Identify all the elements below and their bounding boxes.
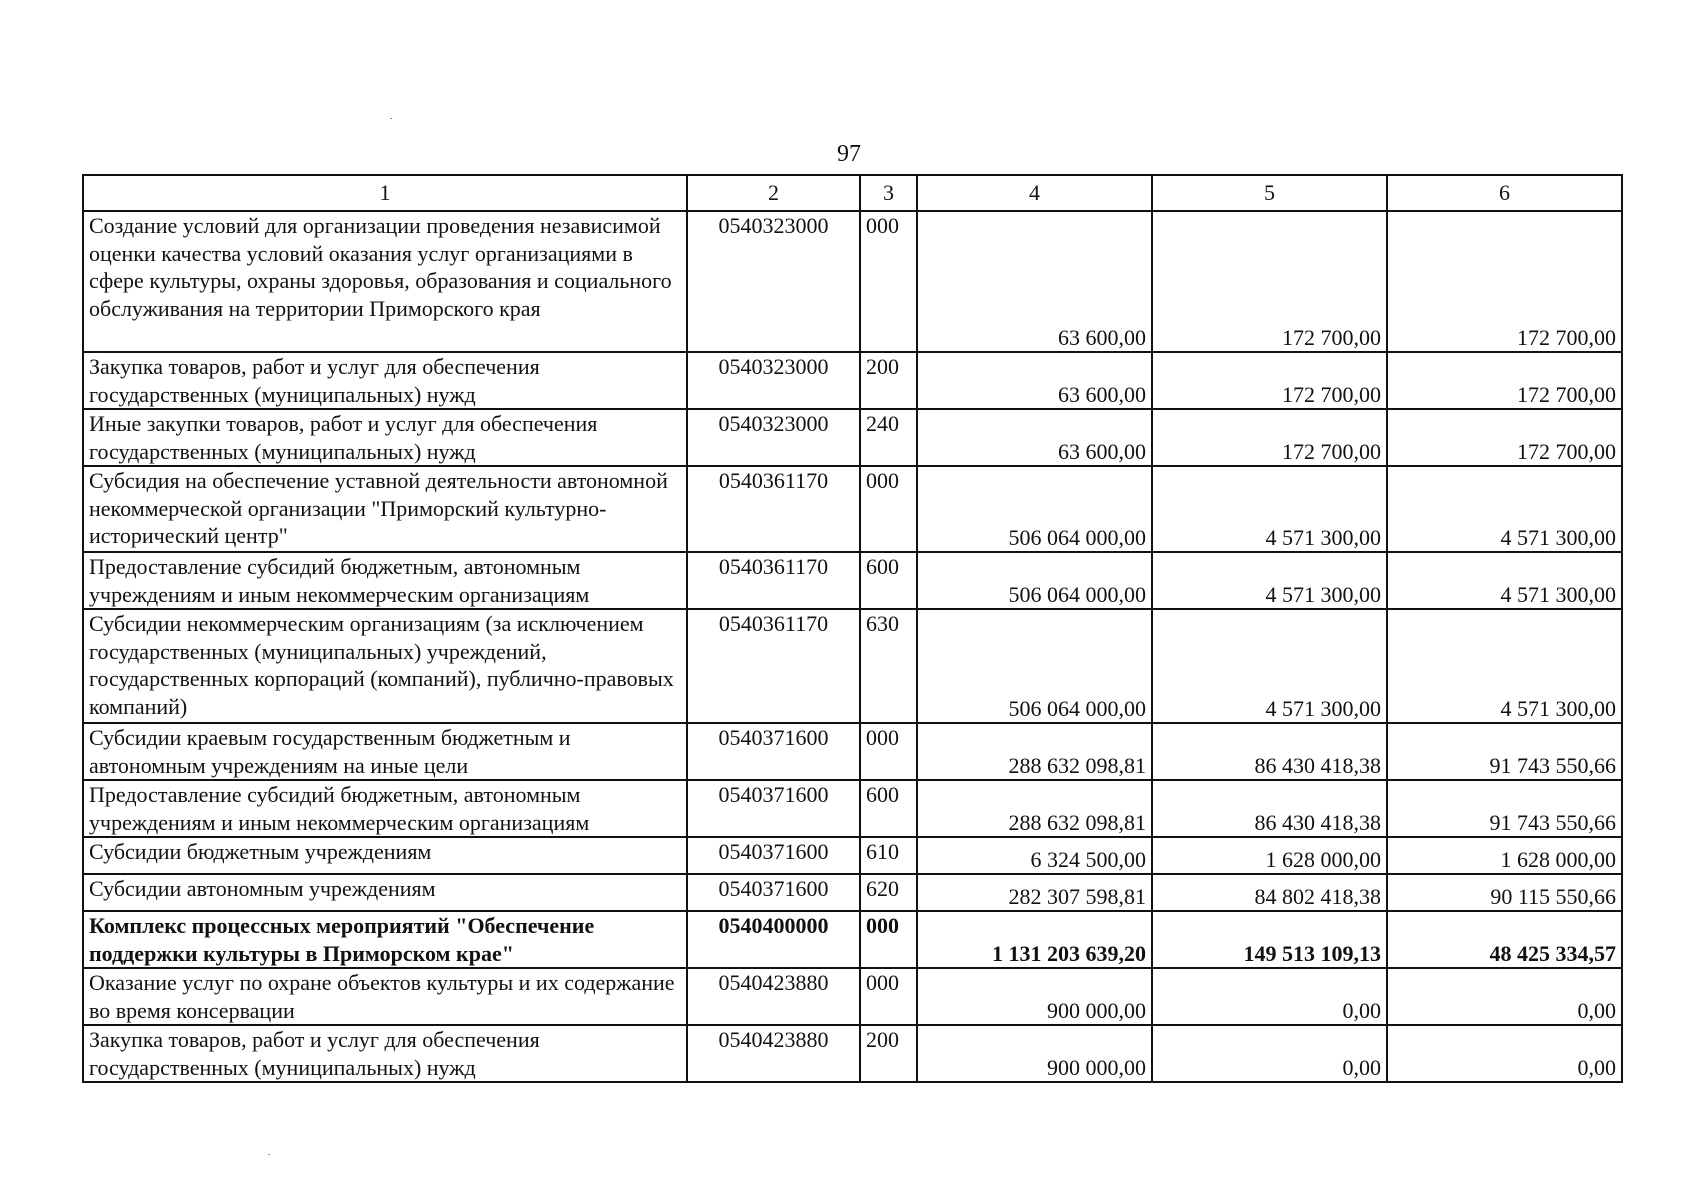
- row-amount-col5-cell: 0,00: [1152, 1025, 1387, 1082]
- row-amount-col4-cell: 63 600,00: [917, 409, 1152, 466]
- row-name-cell: Субсидия на обеспечение уставной деятельности автономной некоммерческой организации "Приморский культурно-исторический центр": [83, 466, 687, 552]
- row-amount-col5-cell: 149 513 109,13: [1152, 911, 1387, 968]
- row-amount-col6-cell: 172 700,00: [1387, 352, 1622, 409]
- row-expense-type-cell: 240: [860, 409, 917, 466]
- row-amount-col4-cell: 63 600,00: [917, 352, 1152, 409]
- row-amount-col6-cell: 4 571 300,00: [1387, 609, 1622, 723]
- row-amount-col4-cell: 506 064 000,00: [917, 466, 1152, 552]
- row-amount-col6-cell: 4 571 300,00: [1387, 466, 1622, 552]
- row-expense-type-cell: 630: [860, 609, 917, 723]
- row-expense-type-cell: 610: [860, 837, 917, 874]
- row-amount-col4-cell: 63 600,00: [917, 211, 1152, 352]
- row-name-cell: Закупка товаров, работ и услуг для обеспечения государственных (муниципальных) нужд: [83, 1025, 687, 1082]
- row-amount-col5-cell: 1 628 000,00: [1152, 837, 1387, 874]
- row-amount-col5-cell: 172 700,00: [1152, 352, 1387, 409]
- row-amount-col6-cell: 91 743 550,66: [1387, 723, 1622, 780]
- row-amount-col6-cell: 48 425 334,57: [1387, 911, 1622, 968]
- row-code-cell: 0540371600: [687, 837, 860, 874]
- row-expense-type-cell: 000: [860, 466, 917, 552]
- row-amount-col5-cell: 0,00: [1152, 968, 1387, 1025]
- row-amount-col4-cell: 288 632 098,81: [917, 780, 1152, 837]
- row-expense-type-cell: 600: [860, 552, 917, 609]
- row-expense-type-cell: 200: [860, 352, 917, 409]
- table-row: [83, 837, 1622, 874]
- table-row: [83, 552, 1622, 609]
- table-row: [83, 352, 1622, 409]
- row-amount-col6-cell: 4 571 300,00: [1387, 552, 1622, 609]
- row-code-cell: 0540423880: [687, 968, 860, 1025]
- row-amount-col4-cell: 506 064 000,00: [917, 552, 1152, 609]
- row-code-cell: 0540361170: [687, 609, 860, 723]
- table-row: [83, 911, 1622, 968]
- table-row: [83, 409, 1622, 466]
- row-name-cell: Субсидии автономным учреждениям: [83, 874, 687, 911]
- row-amount-col6-cell: 0,00: [1387, 968, 1622, 1025]
- table-row: [83, 780, 1622, 837]
- budget-table: [82, 174, 1623, 1083]
- row-amount-col6-cell: 0,00: [1387, 1025, 1622, 1082]
- row-name-cell: Предоставление субсидий бюджетным, автономным учреждениям и иным некоммерческим организациям: [83, 552, 687, 609]
- row-name-cell: Комплекс процессных мероприятий "Обеспечение поддержки культуры в Приморском крае": [83, 911, 687, 968]
- row-amount-col6-cell: 90 115 550,66: [1387, 874, 1622, 911]
- row-name-cell: Оказание услуг по охране объектов культуры и их содержание во время консервации: [83, 968, 687, 1025]
- row-name-cell: Создание условий для организации проведения независимой оценки качества условий оказания услуг организациями в сфере культуры, охраны здоровья, образования и социального обслуживания на территории Приморского края: [83, 211, 687, 352]
- row-name-cell: Закупка товаров, работ и услуг для обеспечения государственных (муниципальных) нужд: [83, 352, 687, 409]
- row-code-cell: 0540371600: [687, 723, 860, 780]
- table-row: [83, 211, 1622, 352]
- column-header: 2: [687, 175, 860, 211]
- table-row: [83, 609, 1622, 723]
- row-amount-col6-cell: 91 743 550,66: [1387, 780, 1622, 837]
- row-code-cell: 0540423880: [687, 1025, 860, 1082]
- row-code-cell: 0540323000: [687, 409, 860, 466]
- scan-speck: [390, 118, 392, 119]
- column-header: 6: [1387, 175, 1622, 211]
- row-amount-col4-cell: 1 131 203 639,20: [917, 911, 1152, 968]
- row-expense-type-cell: 000: [860, 211, 917, 352]
- row-expense-type-cell: 000: [860, 911, 917, 968]
- row-amount-col4-cell: 900 000,00: [917, 968, 1152, 1025]
- row-amount-col5-cell: 84 802 418,38: [1152, 874, 1387, 911]
- column-header: 3: [860, 175, 917, 211]
- row-code-cell: 0540371600: [687, 780, 860, 837]
- row-amount-col4-cell: 282 307 598,81: [917, 874, 1152, 911]
- row-code-cell: 0540361170: [687, 466, 860, 552]
- table-row: [83, 968, 1622, 1025]
- table-header-row: [83, 175, 1622, 211]
- row-amount-col6-cell: 172 700,00: [1387, 409, 1622, 466]
- table-row: [83, 723, 1622, 780]
- row-name-cell: Субсидии бюджетным учреждениям: [83, 837, 687, 874]
- row-name-cell: Предоставление субсидий бюджетным, автономным учреждениям и иным некоммерческим организациям: [83, 780, 687, 837]
- row-code-cell: 0540400000: [687, 911, 860, 968]
- scan-speck: [268, 1154, 270, 1155]
- row-name-cell: Субсидии некоммерческим организациям (за исключением государственных (муниципальных) учреждений, государственных корпораций (компаний), публично-правовых компаний): [83, 609, 687, 723]
- row-expense-type-cell: 000: [860, 723, 917, 780]
- row-amount-col4-cell: 288 632 098,81: [917, 723, 1152, 780]
- table-row: [83, 874, 1622, 911]
- page-number: 97: [837, 141, 861, 167]
- table-row: [83, 466, 1622, 552]
- row-amount-col5-cell: 4 571 300,00: [1152, 466, 1387, 552]
- row-amount-col4-cell: 6 324 500,00: [917, 837, 1152, 874]
- row-code-cell: 0540323000: [687, 352, 860, 409]
- row-amount-col6-cell: 1 628 000,00: [1387, 837, 1622, 874]
- column-header: 1: [83, 175, 687, 211]
- row-expense-type-cell: 600: [860, 780, 917, 837]
- row-code-cell: 0540361170: [687, 552, 860, 609]
- table-row: [83, 1025, 1622, 1082]
- row-amount-col5-cell: 86 430 418,38: [1152, 780, 1387, 837]
- row-expense-type-cell: 200: [860, 1025, 917, 1082]
- row-expense-type-cell: 620: [860, 874, 917, 911]
- table-body: [83, 211, 1622, 1082]
- row-amount-col5-cell: 172 700,00: [1152, 409, 1387, 466]
- row-expense-type-cell: 000: [860, 968, 917, 1025]
- row-code-cell: 0540323000: [687, 211, 860, 352]
- row-amount-col5-cell: 172 700,00: [1152, 211, 1387, 352]
- column-header: 5: [1152, 175, 1387, 211]
- row-name-cell: Субсидии краевым государственным бюджетным и автономным учреждениям на иные цели: [83, 723, 687, 780]
- row-amount-col5-cell: 4 571 300,00: [1152, 552, 1387, 609]
- row-amount-col5-cell: 86 430 418,38: [1152, 723, 1387, 780]
- column-header: 4: [917, 175, 1152, 211]
- row-code-cell: 0540371600: [687, 874, 860, 911]
- row-amount-col5-cell: 4 571 300,00: [1152, 609, 1387, 723]
- row-amount-col4-cell: 900 000,00: [917, 1025, 1152, 1082]
- row-amount-col4-cell: 506 064 000,00: [917, 609, 1152, 723]
- row-amount-col6-cell: 172 700,00: [1387, 211, 1622, 352]
- row-name-cell: Иные закупки товаров, работ и услуг для обеспечения государственных (муниципальных) нужд: [83, 409, 687, 466]
